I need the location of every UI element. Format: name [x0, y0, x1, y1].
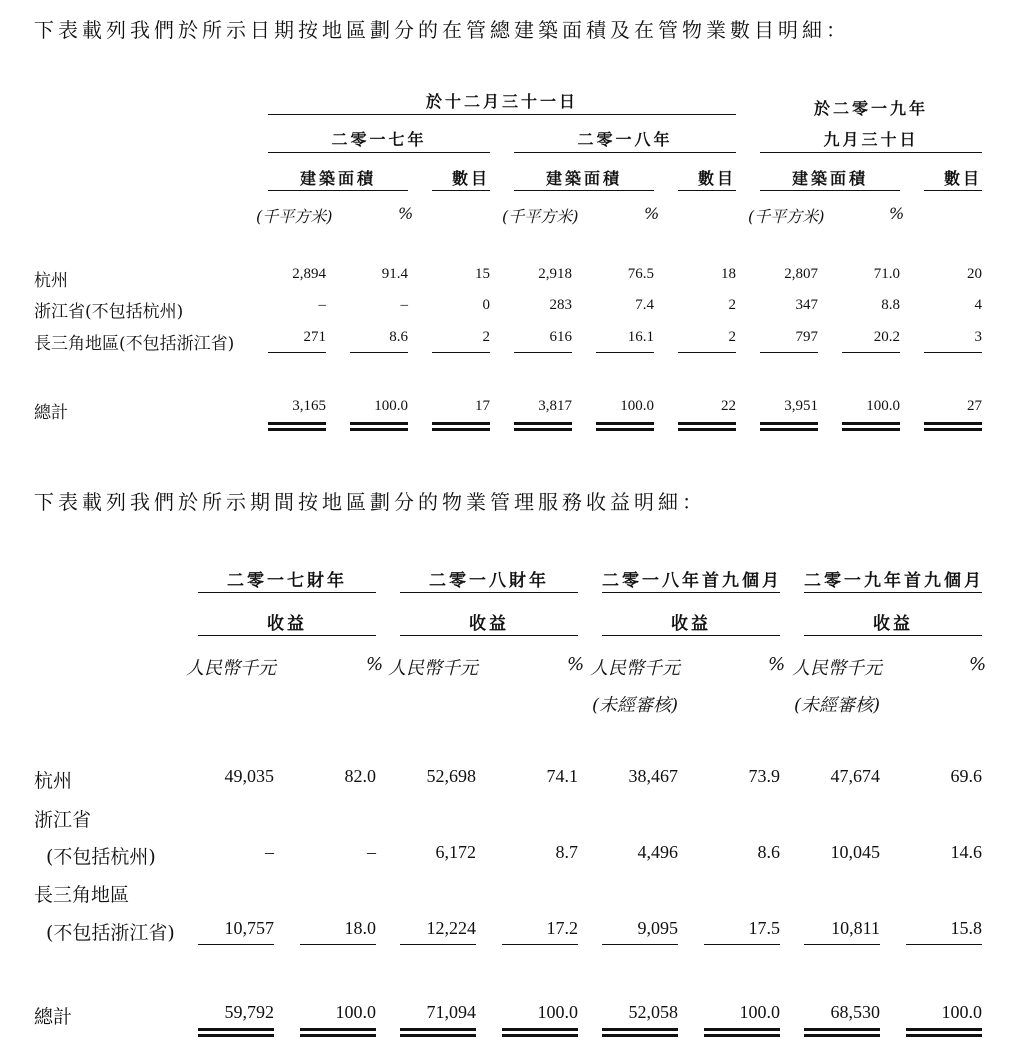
double-rule [400, 1028, 476, 1037]
double-rule [924, 422, 982, 431]
table2-unit-rmb: 人民幣千元 [186, 658, 276, 679]
table1-unit-pct-2017: % [398, 204, 414, 223]
table1-total-cell: 3,951 [784, 398, 818, 414]
rule [514, 152, 736, 153]
table1-cell: 283 [549, 297, 572, 313]
table2-cell: 12,224 [426, 918, 476, 938]
rule [268, 190, 408, 191]
table2-header-fy2017: 二零一七財年 [227, 571, 347, 591]
double-rule [300, 1028, 376, 1037]
table2-unaudited: (未經審核) [592, 695, 679, 716]
rule [704, 944, 780, 945]
table1-cell: 4 [974, 297, 982, 313]
table2-cell: 69.6 [950, 766, 982, 786]
table1-group-header: 於十二月三十一日 [425, 92, 578, 111]
table1-cell: 18 [721, 266, 736, 282]
table1-cell: 71.0 [873, 266, 900, 282]
rule [760, 152, 982, 153]
rule [514, 352, 572, 353]
table1-total-cell: 27 [967, 398, 982, 414]
rule [400, 944, 476, 945]
table1-count-label-2019: 數目 [943, 169, 982, 188]
table1-cell: 271 [303, 329, 326, 345]
table2-cell: 8.6 [757, 842, 780, 862]
table2-cell: 17.5 [748, 918, 780, 938]
table2-cell: 49,035 [224, 766, 274, 786]
table2-cell: – [367, 842, 376, 862]
rule [602, 944, 678, 945]
table2-total-cell: 59,792 [224, 1002, 274, 1022]
double-rule [198, 1028, 274, 1037]
rule [300, 944, 376, 945]
double-rule [678, 422, 736, 431]
table1-cell: – [318, 297, 326, 313]
rule [400, 635, 578, 636]
table1-row-label: 浙江省(不包括杭州) [34, 302, 184, 322]
table1-total-cell: 3,165 [292, 398, 326, 414]
rule [432, 352, 490, 353]
rule [760, 352, 818, 353]
rule [350, 352, 408, 353]
double-rule [502, 1028, 578, 1037]
table1-cell: 8.6 [389, 329, 408, 345]
rule [842, 352, 900, 353]
table2-revenue-label: 收益 [873, 614, 913, 634]
table2-revenue-label: 收益 [671, 614, 711, 634]
intro-revenue: 下表載列我們於所示期間按地區劃分的物業管理服務收益明細： [34, 490, 706, 514]
rule [596, 352, 654, 353]
rule [514, 190, 654, 191]
table2-total-cell: 100.0 [335, 1002, 376, 1022]
table2-unit-rmb: 人民幣千元 [792, 658, 882, 679]
table2-total-cell: 68,530 [830, 1002, 880, 1022]
table1-cell: 76.5 [627, 266, 654, 282]
table2-cell: 18.0 [344, 918, 376, 938]
table1-cell: 0 [482, 297, 490, 313]
table1-cell: 2,807 [784, 266, 818, 282]
table1-cell: 616 [549, 329, 572, 345]
table1-total-cell: 100.0 [374, 398, 408, 414]
double-rule [804, 1028, 880, 1037]
table2-unit-pct: % [366, 654, 384, 675]
rule [268, 352, 326, 353]
rule [268, 152, 490, 153]
table1-cell: 797 [795, 329, 818, 345]
table2-unit-pct: % [969, 654, 987, 675]
table2-cell: 10,757 [224, 918, 274, 938]
table2-row-sublabel: (不包括浙江省) [46, 922, 175, 944]
table2-total-cell: 52,058 [628, 1002, 678, 1022]
rule [678, 190, 736, 191]
table1-count-label-2018: 數目 [697, 169, 736, 188]
table1-cell: 2 [482, 329, 490, 345]
double-rule [432, 422, 490, 431]
table1-unit-sqm-2018: (千平方米) [502, 207, 579, 226]
table1-year-2019-line2: 九月三十日 [823, 130, 919, 149]
table2-revenue-label: 收益 [267, 614, 307, 634]
table2-total-cell: 71,094 [426, 1002, 476, 1022]
table1-gfa-label-2017: 建築面積 [299, 169, 376, 188]
table1-cell: 20.2 [873, 329, 900, 345]
table1-cell: 3 [974, 329, 982, 345]
table1-total-cell: 100.0 [620, 398, 654, 414]
table1-total-cell: 17 [475, 398, 490, 414]
rule [400, 592, 578, 593]
table2-cell: 74.1 [546, 766, 578, 786]
double-rule [704, 1028, 780, 1037]
rule [198, 944, 274, 945]
table1-cell: – [400, 297, 408, 313]
table1-cell: 2 [728, 329, 736, 345]
rule [924, 352, 982, 353]
double-rule [350, 422, 408, 431]
table2-unit-pct: % [768, 654, 786, 675]
table2-cell: 10,811 [831, 918, 880, 938]
table1-gfa-label-2018: 建築面積 [545, 169, 622, 188]
table2-cell: 47,674 [830, 766, 880, 786]
rule [804, 944, 880, 945]
table1-cell: 15 [475, 266, 490, 282]
rule [804, 592, 982, 593]
table2-row-sublabel: (不包括杭州) [46, 846, 156, 868]
table2-total-cell: 100.0 [537, 1002, 578, 1022]
table2-cell: 4,496 [637, 842, 678, 862]
table1-cell: 2,918 [538, 266, 572, 282]
double-rule [906, 1028, 982, 1037]
table2-header-9m2019: 二零一九年首九個月 [804, 571, 984, 591]
table1-year-2017: 二零一七年 [331, 130, 427, 149]
table1-cell: 16.1 [627, 329, 654, 345]
table2-unit-rmb: 人民幣千元 [388, 658, 478, 679]
rule [268, 114, 736, 115]
table2-revenue-label: 收益 [469, 614, 509, 634]
double-rule [514, 422, 572, 431]
table1-unit-sqm-2017: (千平方米) [256, 207, 333, 226]
table1-cell: 347 [795, 297, 818, 313]
double-rule [842, 422, 900, 431]
table2-cell: 73.9 [748, 766, 780, 786]
table2-cell: 8.7 [555, 842, 578, 862]
table1-cell: 2,894 [292, 266, 326, 282]
table2-cell: 10,045 [830, 842, 880, 862]
rule [432, 190, 490, 191]
table2-total-cell: 100.0 [941, 1002, 982, 1022]
rule [906, 944, 982, 945]
table1-year-2018: 二零一八年 [577, 130, 673, 149]
table2-unit-pct: % [567, 654, 585, 675]
table1-count-label-2017: 數目 [451, 169, 490, 188]
double-rule [760, 422, 818, 431]
table1-unit-sqm-2019: (千平方米) [748, 207, 825, 226]
rule [602, 635, 780, 636]
table2-header-fy2018: 二零一八財年 [429, 571, 549, 591]
rule [760, 190, 900, 191]
table1-unit-pct-2019: % [889, 204, 905, 223]
table2-row-label: 浙江省 [34, 809, 92, 831]
table1-total-label: 總計 [34, 403, 68, 423]
table2-cell: 14.6 [950, 842, 982, 862]
table1-gfa-label-2019: 建築面積 [791, 169, 868, 188]
table1-total-cell: 3,817 [538, 398, 572, 414]
table1-cell: 8.8 [881, 297, 900, 313]
table2-total-label: 總計 [34, 1006, 73, 1028]
table1-year-2019-line1: 於二零一九年 [813, 99, 928, 118]
rule [502, 944, 578, 945]
double-rule [602, 1028, 678, 1037]
table2-unit-rmb: 人民幣千元 [590, 658, 680, 679]
table2-unaudited: (未經審核) [794, 695, 881, 716]
table2-cell: – [265, 842, 274, 862]
rule [924, 190, 982, 191]
table1-unit-pct-2018: % [644, 204, 660, 223]
rule [198, 592, 376, 593]
rule [602, 592, 780, 593]
rule [678, 352, 736, 353]
table2-header-9m2018: 二零一八年首九個月 [602, 571, 782, 591]
table1-row-label: 長三角地區(不包括浙江省) [34, 334, 235, 354]
table2-cell: 38,467 [628, 766, 678, 786]
table2-cell: 6,172 [435, 842, 476, 862]
table2-row-label: 長三角地區 [34, 884, 130, 906]
table2-cell: 17.2 [546, 918, 578, 938]
double-rule [596, 422, 654, 431]
table1-cell: 20 [967, 266, 982, 282]
table1-total-cell: 100.0 [866, 398, 900, 414]
rule [198, 635, 376, 636]
intro-gfa: 下表載列我們於所示日期按地區劃分的在管總建築面積及在管物業數目明細： [34, 18, 850, 42]
rule [804, 635, 982, 636]
double-rule [268, 422, 326, 431]
table1-total-cell: 22 [721, 398, 736, 414]
table2-cell: 82.0 [344, 766, 376, 786]
table1-cell: 2 [728, 297, 736, 313]
table2-cell: 52,698 [426, 766, 476, 786]
table1-cell: 91.4 [381, 266, 408, 282]
table2-cell: 9,095 [637, 918, 678, 938]
table2-row-label: 杭州 [34, 770, 73, 792]
table2-cell: 15.8 [950, 918, 982, 938]
table2-total-cell: 100.0 [739, 1002, 780, 1022]
table1-cell: 7.4 [635, 297, 654, 313]
table1-row-label: 杭州 [34, 271, 68, 291]
